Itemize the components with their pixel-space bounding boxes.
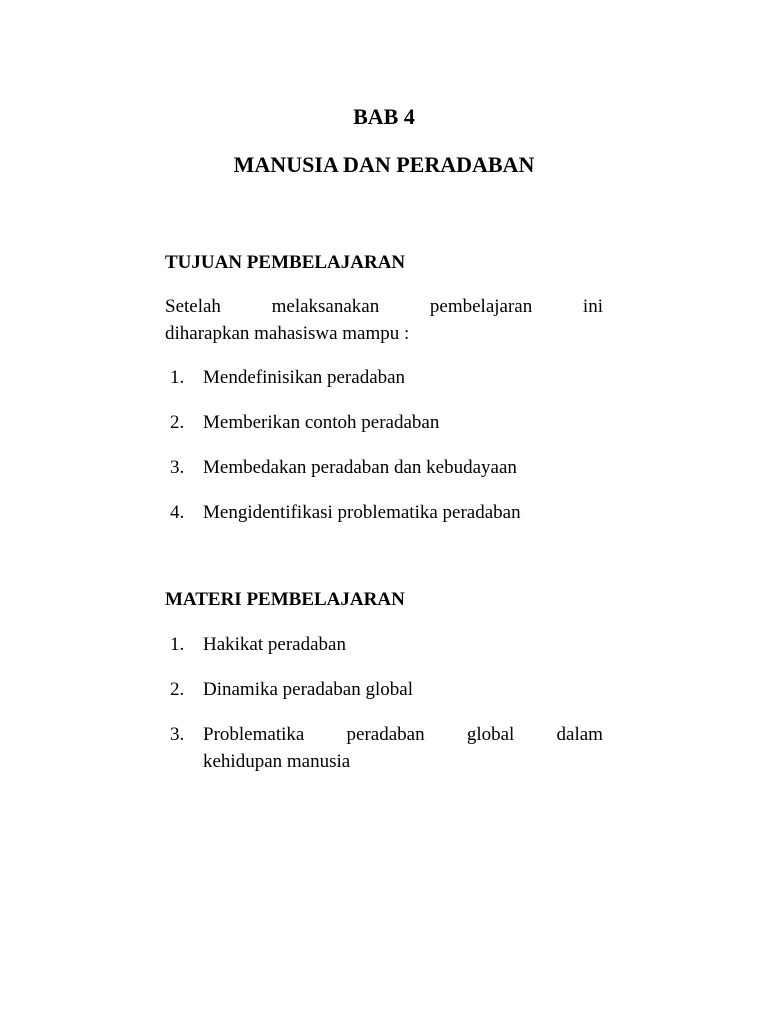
objectives-intro [165,293,603,347]
list-item-text: Memberikan contoh peradaban [203,412,440,433]
list-item-text-block [203,721,603,775]
list-item-number: 2. [170,412,185,433]
intro-word: ini [582,296,603,317]
list-item-number: 3. [170,457,185,478]
intro-word: Setelah [165,296,221,317]
intro-line-2: diharapkan mahasiswa mampu : [165,323,410,344]
list-item-text: Mendefinisikan peradaban [203,367,406,388]
list-item [165,499,603,526]
objectives-list [165,364,603,526]
list-item-number: 1. [170,634,185,655]
list-item-word: global [466,724,515,745]
list-item-line-1 [203,721,603,748]
materials-heading: MATERI PEMBELAJARAN [165,589,405,610]
list-item-number: 3. [170,724,185,745]
list-item-word: Problematika [203,724,305,745]
list-item-text: Mengidentifikasi problematika peradaban [203,502,521,523]
list-item-number: 2. [170,679,185,700]
chapter-number: BAB 4 [353,104,415,129]
list-item-text: Hakikat peradaban [203,634,346,655]
list-item [165,454,603,481]
list-item-word: peradaban [346,724,425,745]
list-item-number: 1. [170,367,185,388]
intro-line-1 [165,293,603,320]
objectives-heading: TUJUAN PEMBELAJARAN [165,252,406,273]
list-item [165,676,603,703]
list-item-text: Membedakan peradaban dan kebudayaan [203,457,517,478]
list-item-line-2: kehidupan manusia [203,751,351,772]
list-item [165,364,603,391]
intro-word: melaksanakan [271,296,380,317]
list-item [165,409,603,436]
intro-word: pembelajaran [429,296,533,317]
materials-list [165,631,603,775]
chapter-title: MANUSIA DAN PERADABAN [233,152,535,177]
list-item-text: Dinamika peradaban global [203,679,413,700]
list-item [165,631,603,658]
list-item-number: 4. [170,502,185,523]
list-item [165,721,603,775]
list-item-word: dalam [556,724,603,745]
